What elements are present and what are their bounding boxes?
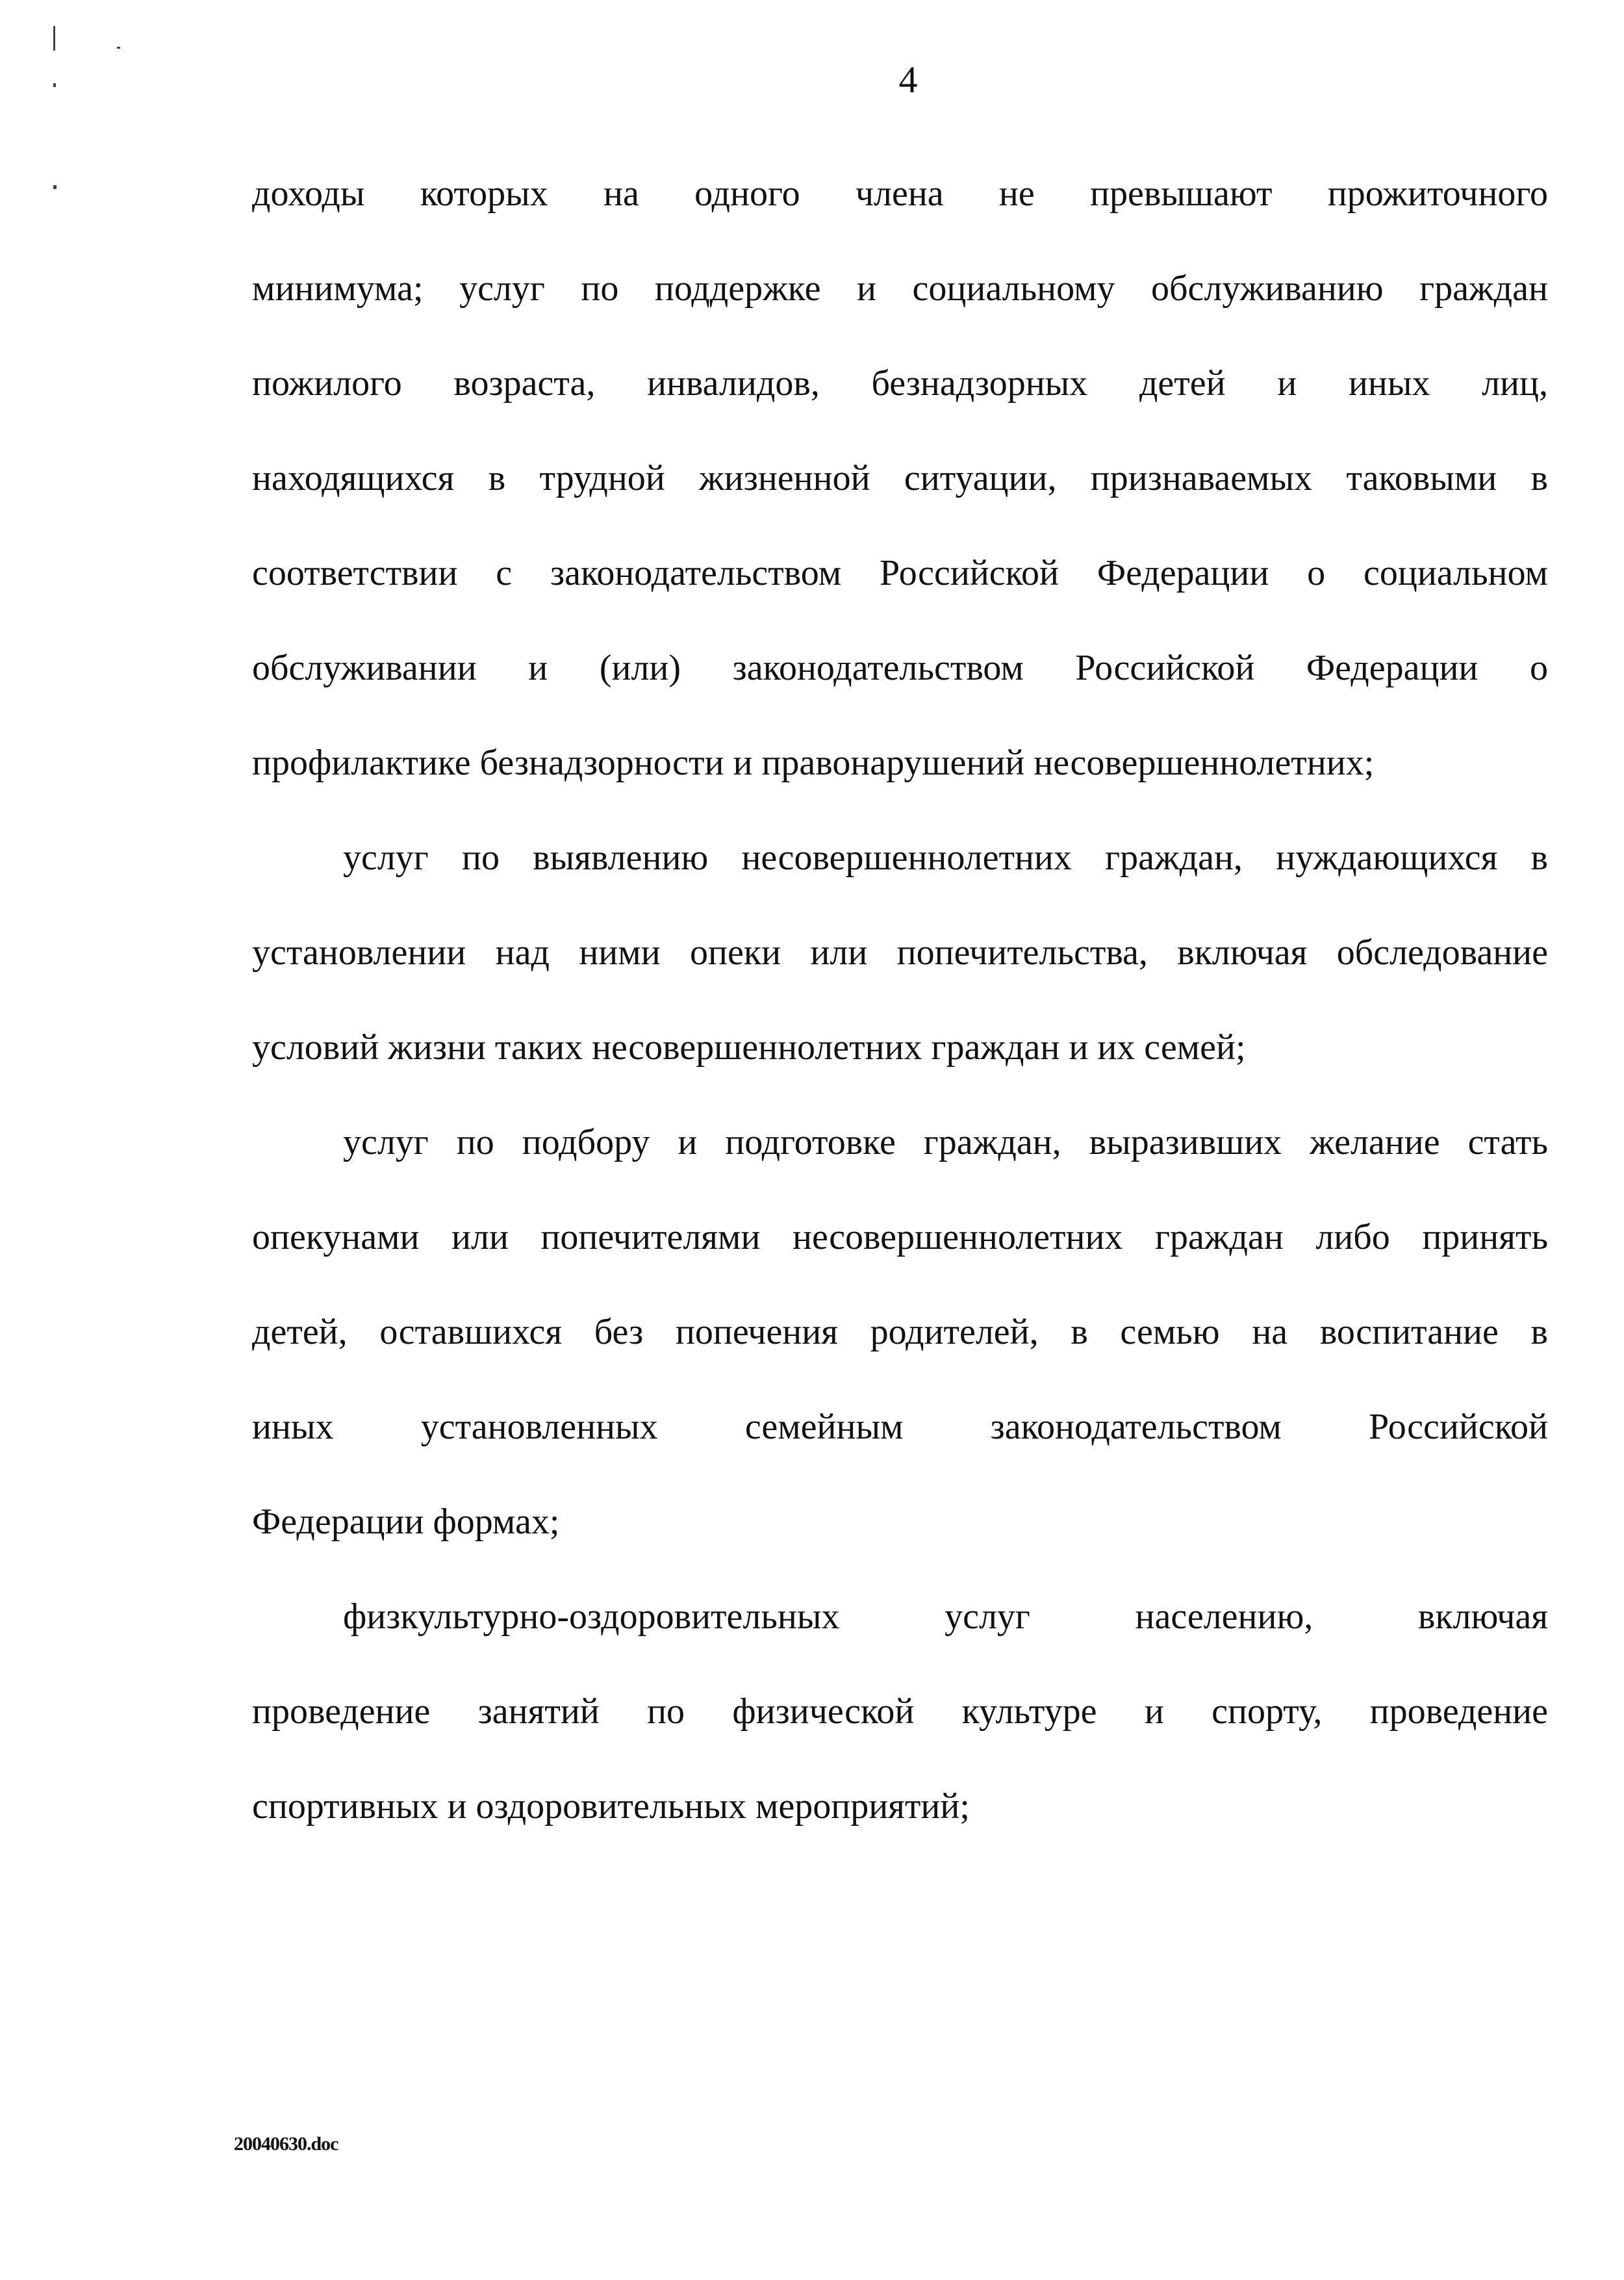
footer-filename: 20040630.doc <box>234 2133 338 2155</box>
text-line: установлении над ними опеки или попечительства, включая обследование <box>252 932 1548 973</box>
scan-artifact-mark <box>53 26 55 51</box>
paragraph <box>252 1569 1548 1854</box>
text-line: пожилого возраста, инвалидов, безнадзорных детей и иных лиц, <box>252 363 1548 403</box>
paragraph <box>252 810 1548 1095</box>
text-line: находящихся в трудной жизненной ситуации, признаваемых таковыми в <box>252 458 1548 498</box>
page-number: 4 <box>898 58 918 101</box>
text-line: проведение занятий по физической культуре и спорту, проведение <box>252 1691 1548 1732</box>
scan-artifact-mark <box>53 83 56 87</box>
text-line: спортивных и оздоровительных мероприятий; <box>252 1786 970 1826</box>
text-line: услуг по подбору и подготовке граждан, выразивших желание стать <box>343 1122 1548 1162</box>
scan-artifact-mark <box>117 47 120 49</box>
paragraph <box>252 146 1548 810</box>
text-line: условий жизни таких несовершеннолетних граждан и их семей; <box>252 1027 1246 1068</box>
text-line: физкультурно-оздоровительных услуг населению, включая <box>343 1596 1548 1637</box>
text-line: услуг по выявлению несовершеннолетних граждан, нуждающихся в <box>343 838 1548 878</box>
text-line: детей, оставшихся без попечения родителей, в семью на воспитание в <box>252 1312 1548 1352</box>
text-line: доходы которых на одного члена не превышают прожиточного <box>252 173 1548 214</box>
paragraph <box>252 1095 1548 1569</box>
text-line: профилактике безнадзорности и правонарушений несовершеннолетних; <box>252 743 1375 783</box>
text-line: Федерации формах; <box>252 1502 560 1542</box>
text-line: иных установленных семейным законодательством Российской <box>252 1407 1548 1447</box>
scan-artifact-mark <box>53 185 57 189</box>
text-line: опекунами или попечителями несовершеннолетних граждан либо принять <box>252 1217 1548 1257</box>
text-line: минимума; услуг по поддержке и социальному обслуживанию граждан <box>252 268 1548 309</box>
document-body <box>252 146 1548 1854</box>
text-line: соответствии с законодательством Российской Федерации о социальном <box>252 553 1548 593</box>
text-line: обслуживании и (или) законодательством Российской Федерации о <box>252 648 1548 688</box>
